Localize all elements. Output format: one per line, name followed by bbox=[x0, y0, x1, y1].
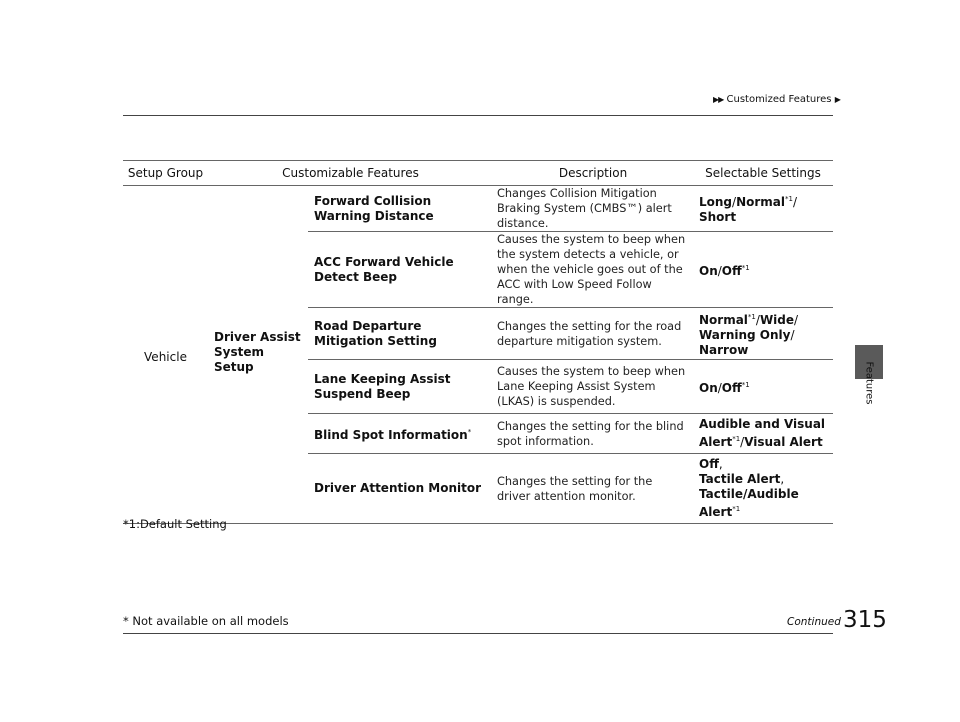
selectable-settings: On/Off$^{*1}$ bbox=[693, 232, 833, 308]
page-number: 315 bbox=[843, 607, 887, 633]
table-header-row bbox=[123, 161, 833, 186]
feature-description: Changes Collision Mitigation Braking System (CMBS™) alert distance. bbox=[493, 186, 693, 232]
selectable-settings: Normal$^{*1}$/Wide/ Warning Only/ Narrow bbox=[693, 308, 833, 360]
header-description: Description bbox=[493, 161, 693, 186]
header-customizable-features: Customizable Features bbox=[208, 161, 493, 186]
breadcrumb-link[interactable]: Customized Features bbox=[726, 94, 832, 105]
header-setup-group: Setup Group bbox=[123, 161, 208, 186]
category-cell: Driver Assist System Setup bbox=[208, 186, 308, 524]
breadcrumb bbox=[713, 94, 840, 105]
settings-table bbox=[123, 160, 833, 524]
feature-name: ACC Forward Vehicle Detect Beep bbox=[308, 232, 493, 308]
double-arrow-icon: ▶▶ bbox=[713, 95, 724, 104]
footer-divider bbox=[123, 633, 833, 634]
footnote: *1:Default Setting bbox=[123, 517, 227, 531]
feature-description: Changes the setting for the road departure mitigation system. bbox=[493, 308, 693, 360]
section-tab-label bbox=[855, 353, 883, 413]
continued-label: Continued bbox=[787, 616, 841, 628]
feature-name: Road Departure Mitigation Setting bbox=[308, 308, 493, 360]
arrow-right-icon: ▶ bbox=[834, 95, 840, 104]
table-row bbox=[123, 186, 833, 232]
feature-name: Driver Attention Monitor bbox=[308, 454, 493, 524]
header-selectable-settings: Selectable Settings bbox=[693, 161, 833, 186]
section-label-text: Features bbox=[863, 361, 875, 405]
feature-name: Forward Collision Warning Distance bbox=[308, 186, 493, 232]
feature-name: Lane Keeping Assist Suspend Beep bbox=[308, 360, 493, 414]
feature-name: Blind Spot Information* bbox=[308, 414, 493, 454]
feature-description: Changes the setting for the driver attention monitor. bbox=[493, 454, 693, 524]
selectable-settings: Audible and Visual Alert$^{*1}$/Visual Alert bbox=[693, 414, 833, 454]
selectable-settings: On/Off$^{*1}$ bbox=[693, 360, 833, 414]
feature-description: Causes the system to beep when Lane Keeping Assist System (LKAS) is suspended. bbox=[493, 360, 693, 414]
availability-note: * Not available on all models bbox=[123, 614, 289, 628]
setup-group-cell: Vehicle bbox=[123, 186, 208, 524]
header-divider bbox=[123, 115, 833, 116]
selectable-settings: Long/Normal$^{*1}$/ Short bbox=[693, 186, 833, 232]
availability-mark: * bbox=[467, 427, 472, 436]
selectable-settings: Off, Tactile Alert, Tactile/Audible Alert$^{*1}$ bbox=[693, 454, 833, 524]
feature-description: Changes the setting for the blind spot information. bbox=[493, 414, 693, 454]
feature-description: Causes the system to beep when the system detects a vehicle, or when the vehicle goes out of the ACC with Low Speed Follow range. bbox=[493, 232, 693, 308]
